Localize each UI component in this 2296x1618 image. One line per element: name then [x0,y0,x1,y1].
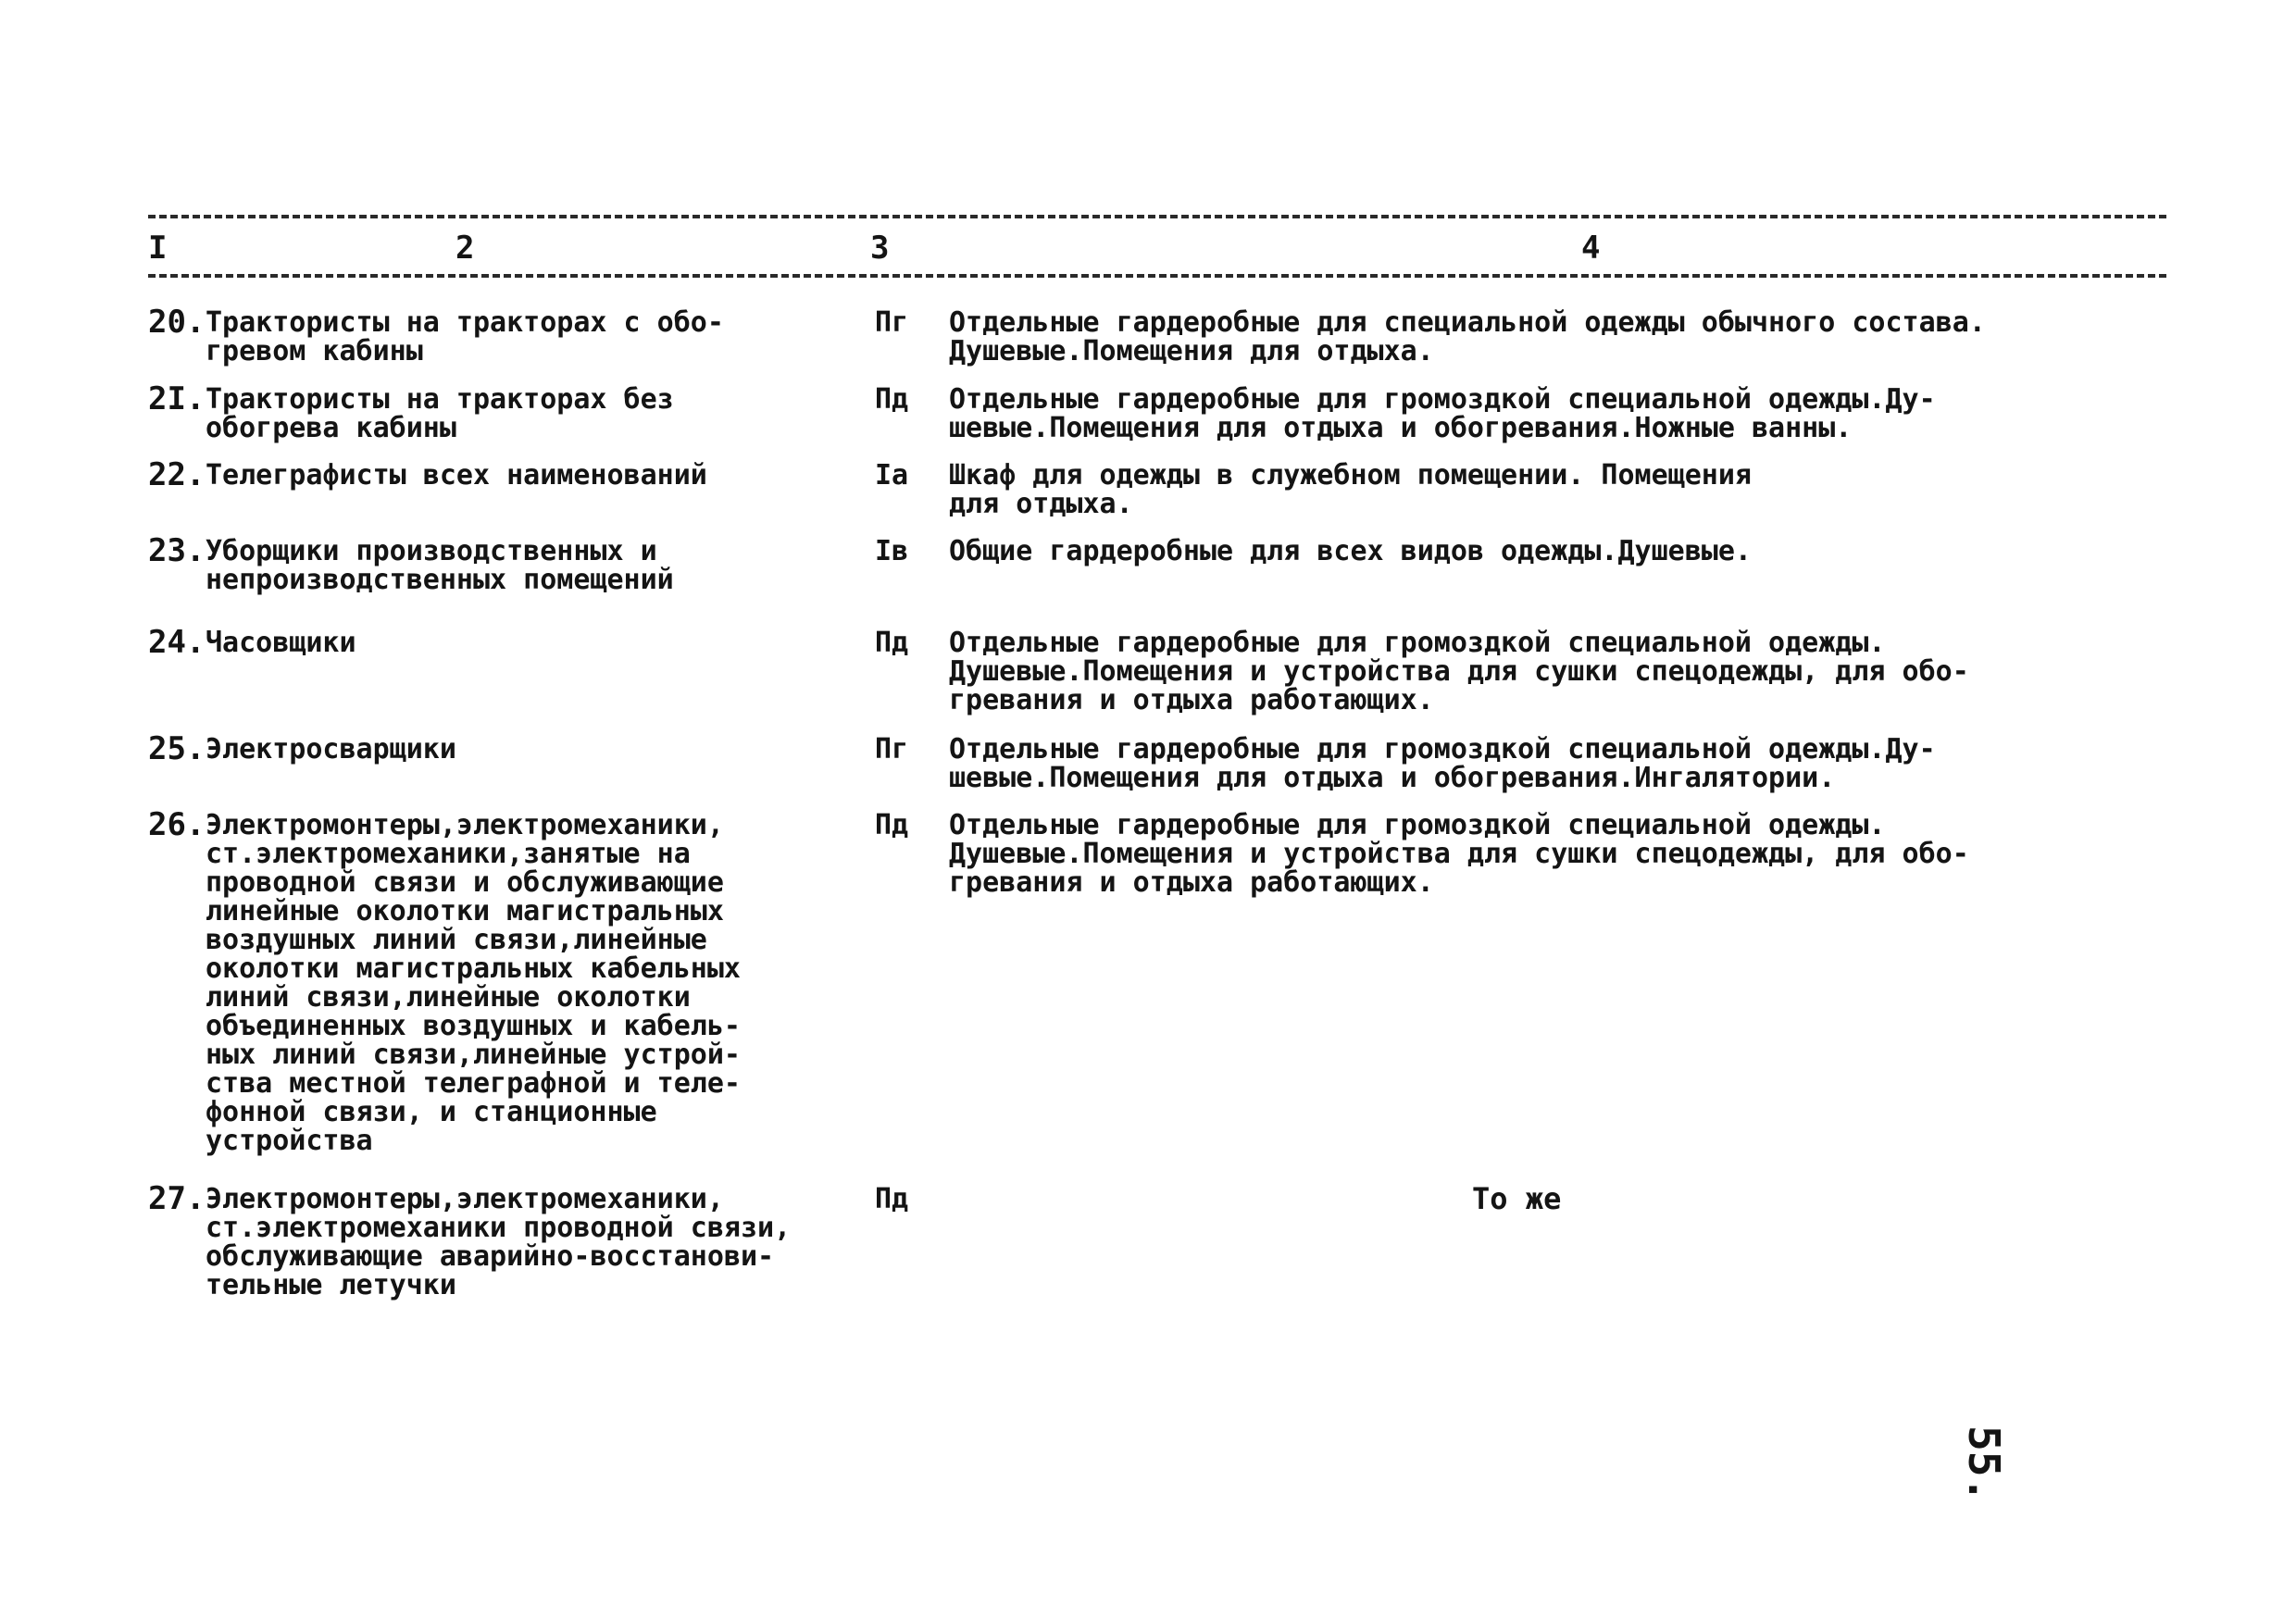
page-number: 55. [1959,1425,2009,1503]
group-code: Iа [875,459,909,492]
header-bottom-dashed-rule [148,274,2166,278]
group-code: Пд [875,809,909,841]
row-number: 22. [148,456,206,493]
row-number: 26. [148,806,206,843]
column-header-3: 3 [870,230,890,267]
group-code: Пд [875,383,909,416]
facilities-description: Отдельные гардеробные для громоздкой специальной одежды. Душевые.Помещения и устройства для сушки спецодежды, для обо- гревания и отдыха работающих. [949,809,1969,899]
column-header-1: I [148,230,168,267]
row-number: 2I. [148,380,206,417]
column-header-4: 4 [1581,230,1601,267]
row-number: 27. [148,1180,206,1217]
profession-name: Телеграфисты всех наименований [206,459,707,492]
profession-name: Электромонтеры,электромеханики, ст.электромеханики проводной связи, обслуживающие аварийно-восстанови- тельные летучки [206,1183,792,1301]
facilities-description: Отдельные гардеробные для громоздкой специальной одежды.Ду- шевые.Помещения для отдыха и обогревания.Ингалятории. [949,733,1936,794]
profession-name: Часовщики [206,627,356,659]
row-number: 24. [148,624,206,661]
group-code: Пд [875,1183,909,1215]
row-number: 23. [148,532,206,569]
group-code: Пд [875,627,909,659]
facilities-description: Отдельные гардеробные для громоздкой специальной одежды.Ду- шевые.Помещения для отдыха и обогревания.Ножные ванны. [949,383,1936,444]
group-code: Пг [875,306,909,339]
column-header-2: 2 [455,230,475,267]
row-number: 20. [148,304,206,341]
group-code: Iв [875,535,909,567]
header-top-dashed-rule [148,215,2166,218]
profession-name: Электросварщики [206,733,456,765]
profession-name: Электромонтеры,электромеханики, ст.электромеханики,занятые на проводной связи и обслуживающие линейные околотки магистральных воздушных линий связи,линейные околотки магистральных кабельных линий связи,линейные околотки объединенных воздушных и кабель- ных линий связи,линейные устрой- ства местной телеграфной и теле- фонной связи, и станционные устройства [206,809,741,1157]
profession-name: Трактористы на тракторах без обогрева кабины [206,383,674,444]
facilities-description: Общие гардеробные для всех видов одежды.Душевые. [949,535,1752,567]
row-number: 25. [148,730,206,767]
facilities-description: Отдельные гардеробные для специальной одежды обычного состава. Душевые.Помещения для отдыха. [949,306,1986,367]
profession-name: Уборщики производственных и непроизводственных помещений [206,535,674,596]
facilities-description: Шкаф для одежды в служебном помещении. Помещения для отдыха. [949,459,1752,520]
same-as-above-text: То же [1472,1181,1562,1216]
facilities-description: Отдельные гардеробные для громоздкой специальной одежды. Душевые.Помещения и устройства для сушки спецодежды, для обо- гревания и отдыха работающих. [949,627,1969,716]
group-code: Пг [875,733,909,765]
profession-name: Трактористы на тракторах с обо- гревом кабины [206,306,724,367]
